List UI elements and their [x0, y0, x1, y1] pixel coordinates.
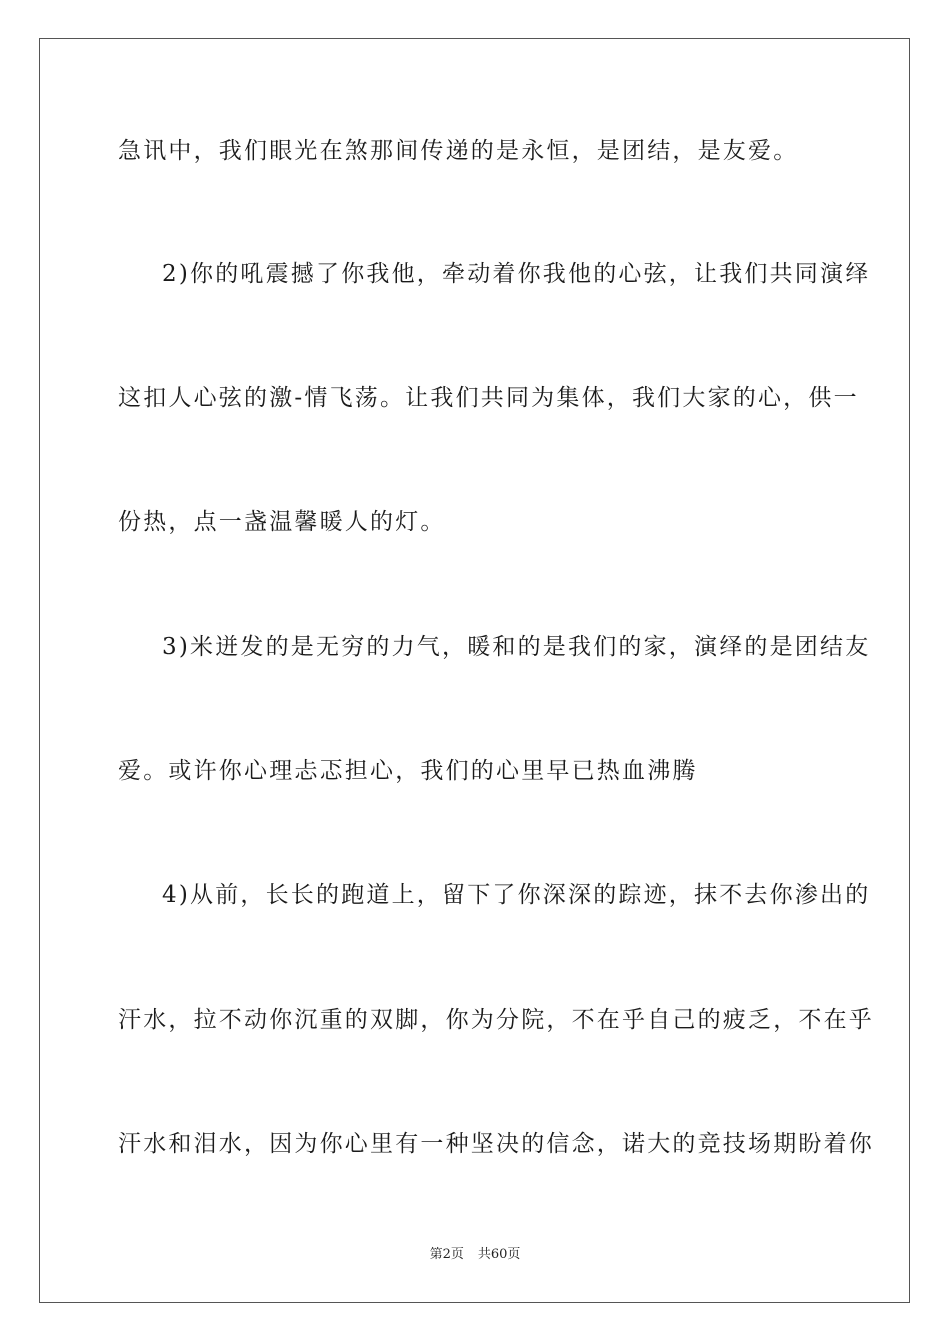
page-frame — [39, 38, 910, 1303]
text-line: 2)你的吼震撼了你我他，牵动着你我他的心弦，让我们共同演绎 — [162, 261, 871, 287]
text-line: 爱。或许你心理忐忑担心，我们的心里早已热血沸腾 — [118, 758, 698, 784]
text-line: 这扣人心弦的激-情飞荡。让我们共同为集体，我们大家的心，供一 — [118, 385, 859, 411]
text-line: 汗水，拉不动你沉重的双脚，你为分院，不在乎自己的疲乏，不在乎 — [118, 1007, 874, 1033]
text-line: 3)米迸发的是无穷的力气，暖和的是我们的家，演绎的是团结友 — [162, 634, 871, 660]
text-line: 汗水和泪水，因为你心里有一种坚决的信念，诺大的竞技场期盼着你 — [118, 1131, 874, 1157]
text-line: 份热，点一盏温馨暖人的灯。 — [118, 509, 446, 535]
page-total: 共60页 — [477, 1247, 521, 1262]
text-line: 4)从前，长长的跑道上，留下了你深深的踪迹，抹不去你渗出的 — [162, 882, 871, 908]
page-footer — [0, 1246, 950, 1264]
text-line: 急讯中，我们眼光在煞那间传递的是永恒，是团结，是友爱。 — [118, 138, 799, 164]
page-number: 第2页 — [429, 1247, 464, 1262]
